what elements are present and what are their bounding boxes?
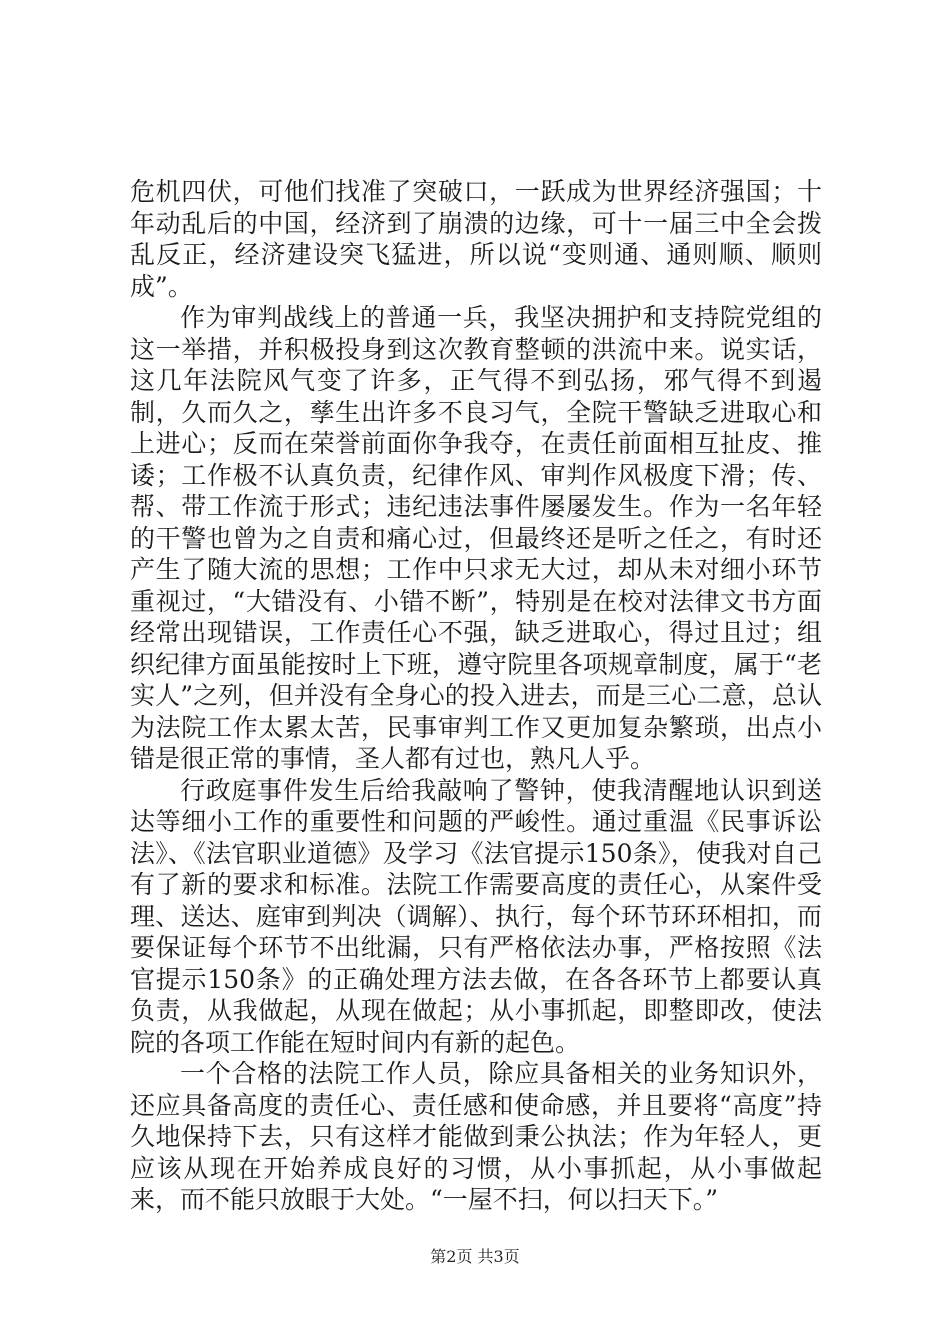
paragraph-3: 行政庭事件发生后给我敲响了警钟，使我清醒地认识到送达等细小工作的重要性和问题的严峻性。通过重温《民事诉讼法》、《法官职业道德》及学习《法官提示150条》，使我对自己有了新的要求和标准。法院工作需要高度的责任心，从案件受理、送达、庭审到判决（调解）、执行，每个环节环环相扣，而要保证每个环节不出纰漏，只有严格依法办事，严格按照《法官提示150条》的正确处理方法去做，在各各环节上都要认真负责，从我做起，从现在做起；从小事抓起，即整即改，使法院的各项工作能在短时间内有新的起色。 [130, 775, 822, 1057]
document-body [130, 176, 822, 1216]
paragraph-2: 作为审判战线上的普通一兵，我坚决拥护和支持院党组的这一举措，并积极投身到这次教育整顿的洪流中来。说实话，这几年法院风气变了许多，正气得不到弘扬，邪气得不到遏制，久而久之，孳生出许多不良习气，全院干警缺乏进取心和上进心；反而在荣誉前面你争我夺，在责任前面相互扯皮、推诿；工作极不认真负责，纪律作风、审判作风极度下滑；传、帮、带工作流于形式；违纪违法事件屡屡发生。作为一名年轻的干警也曾为之自责和痛心过，但最终还是听之任之，有时还产生了随大流的思想；工作中只求无大过，却从未对细小环节重视过，“大错没有、小错不断”，特别是在校对法律文书方面经常出现错误，工作责任心不强，缺乏进取心，得过且过；组织纪律方面虽能按时上下班，遵守院里各项规章制度，属于“老实人”之列，但并没有全身心的投入进去，而是三心二意，总认为法院工作太累太苦，民事审判工作又更加复杂繁琐，出点小错是很正常的事情，圣人都有过也，熟凡人乎。 [130, 303, 822, 773]
page-footer: 第2页 共3页 [430, 1247, 520, 1266]
paragraph-1: 危机四伏，可他们找准了突破口，一跃成为世界经济强国；十年动乱后的中国，经济到了崩溃的边缘，可十一届三中全会拨乱反正，经济建设突飞猛进，所以说“变则通、通则顺、顺则成”。 [130, 177, 822, 301]
paragraph-4: 一个合格的法院工作人员，除应具备相关的业务知识外，还应具备高度的责任心、责任感和使命感，并且要将“高度”持久地保持下去，只有这样才能做到秉公执法；作为年轻人，更应该从现在开始养成良好的习惯，从小事抓起，从小事做起来，而不能只放眼于大处。“一屋不扫，何以扫天下。” [130, 1059, 822, 1214]
